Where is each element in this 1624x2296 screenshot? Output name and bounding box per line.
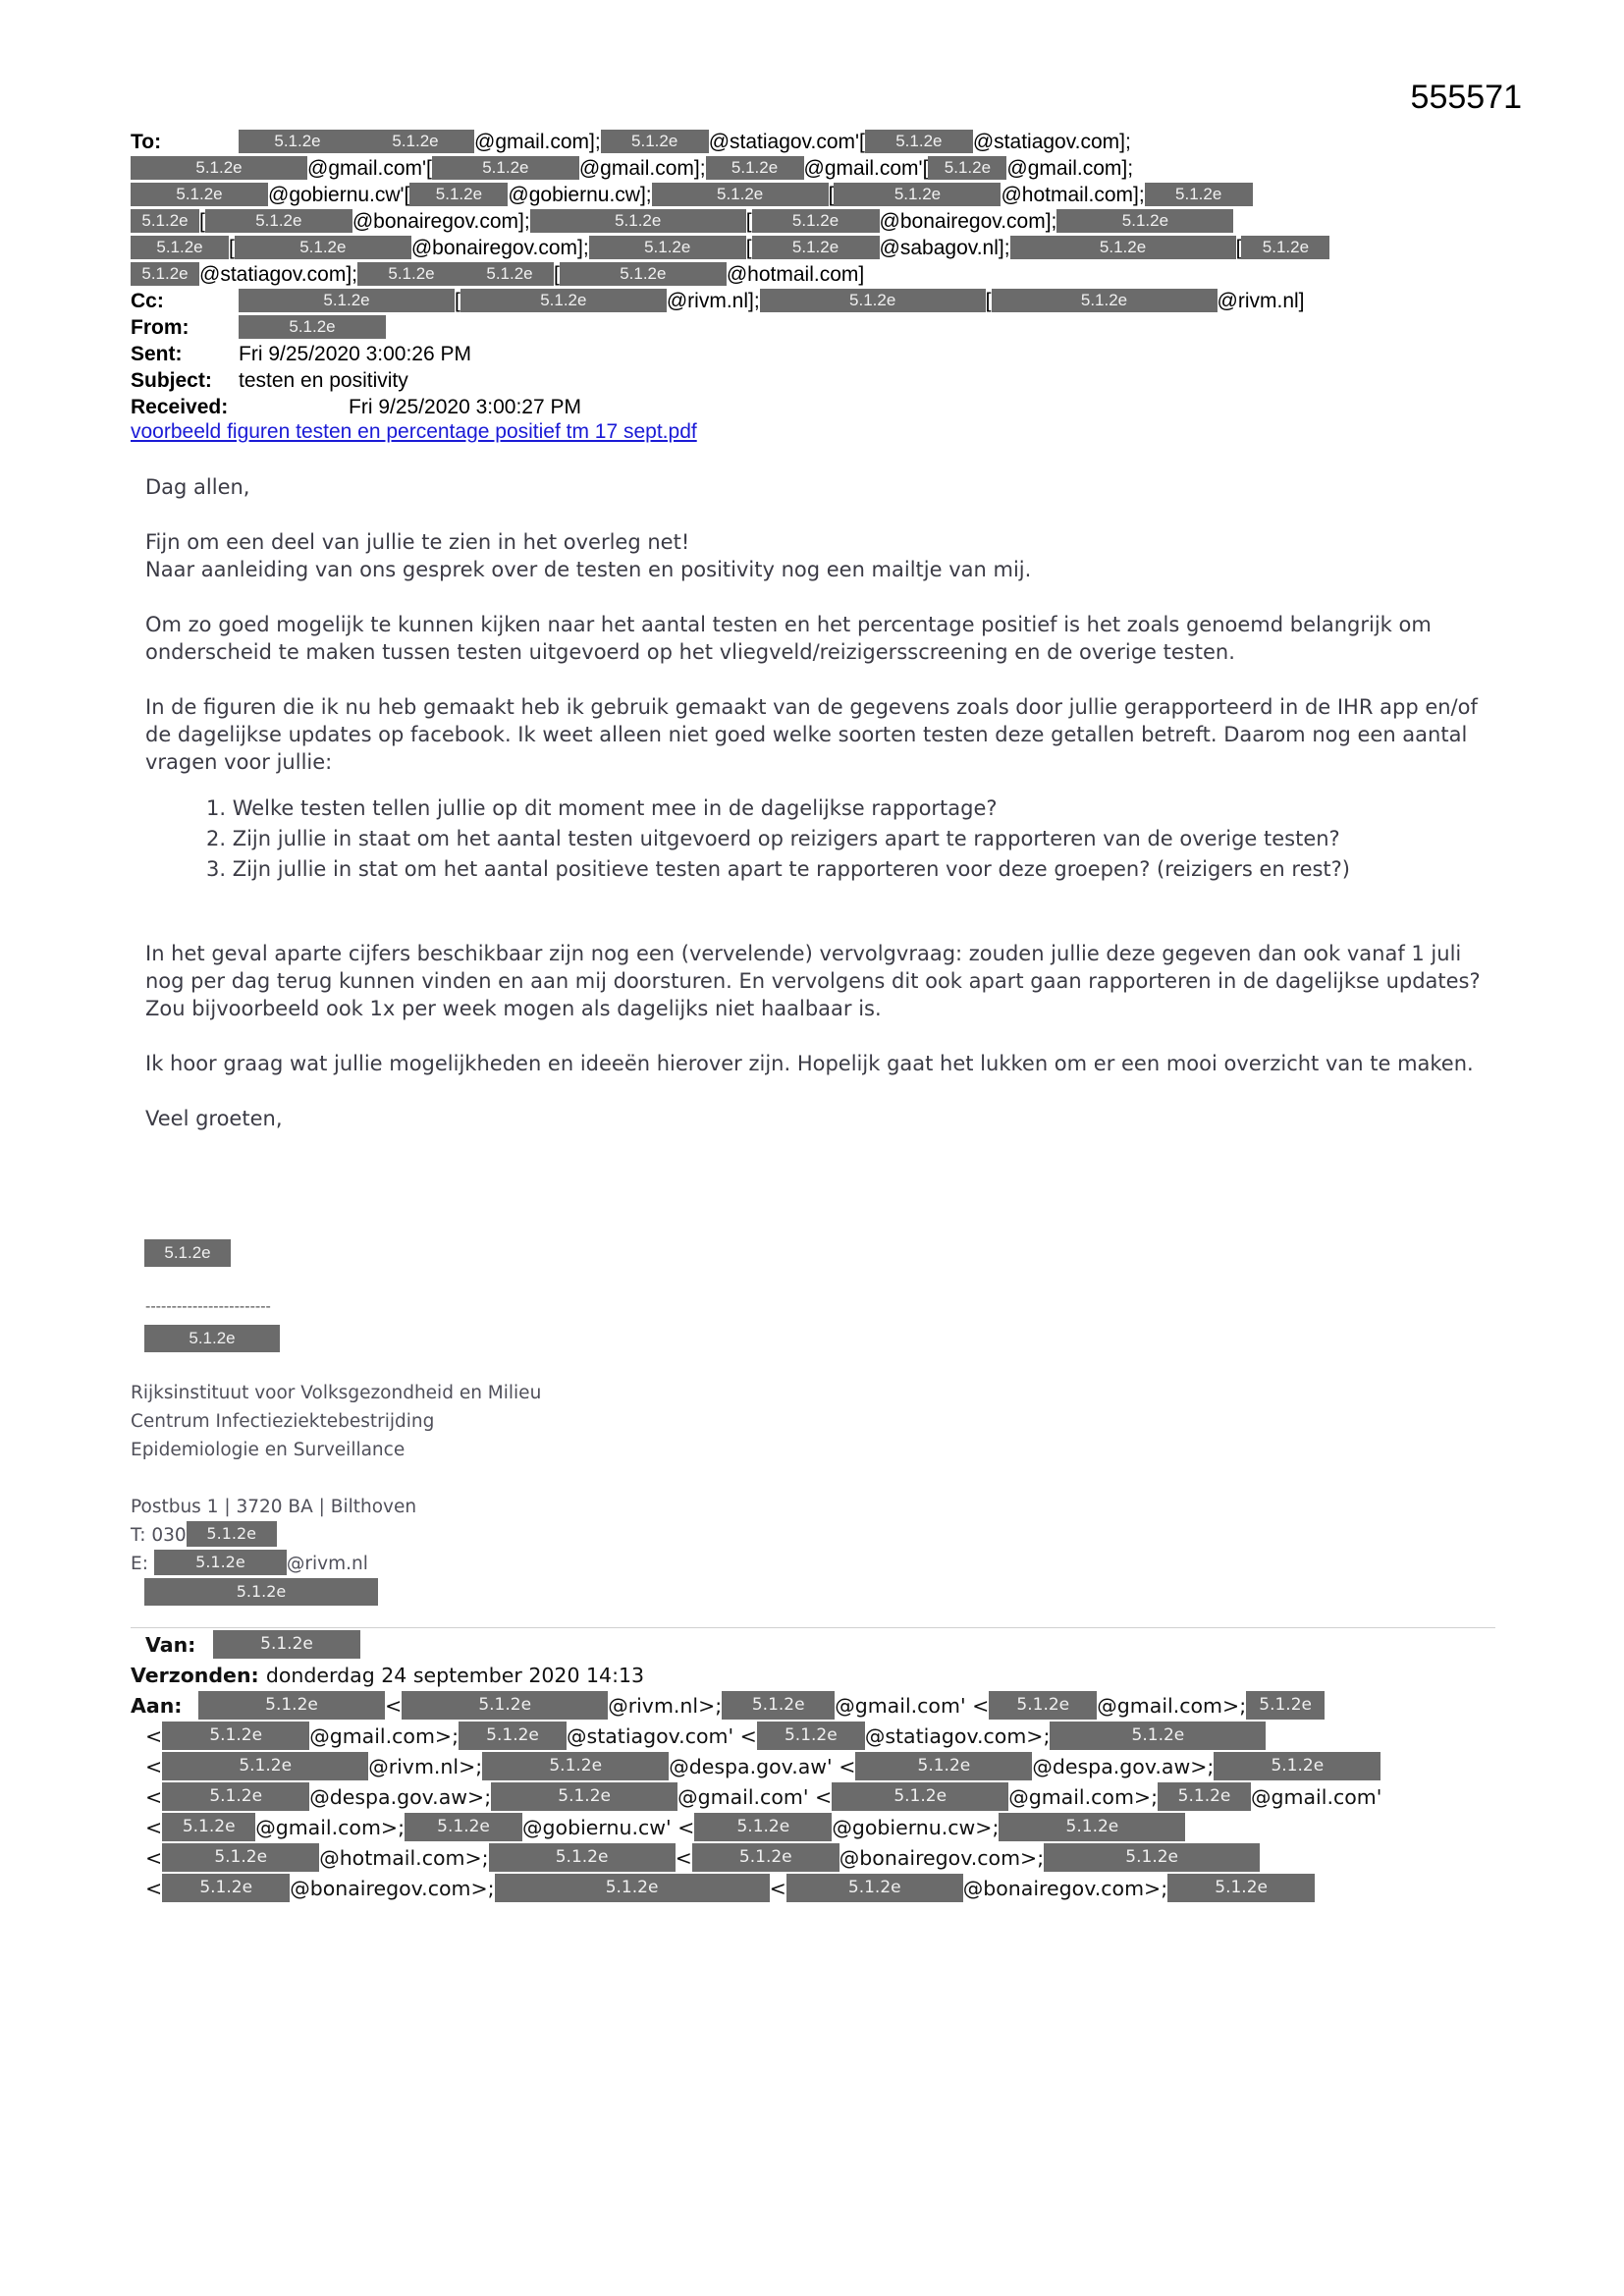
- para4: In het geval aparte cijfers beschikbaar zijn nog een (vervelende) vervolgvraag: zouden jullie deze gegeven dan ook vanaf 1 juli nog per dag terug kunnen vinden en aan mij doorsturen. En vervolgens dit ook apart gaan rapporteren in de dagelijkse updates? Zou bijvoorbeeld ook 1x per week mogen als dagelijks niet haalbaar is.: [145, 942, 1481, 1020]
- redaction-block: 5.1.2e: [162, 1813, 255, 1841]
- redaction-block: 5.1.2e: [205, 209, 352, 233]
- redaction-block: 5.1.2e: [162, 1722, 309, 1750]
- redaction-block: 5.1.2e: [162, 1843, 319, 1872]
- address-fragment: @bonairegov.com>;: [962, 1877, 1168, 1900]
- address-fragment: @gmail.com': [1251, 1785, 1382, 1809]
- address-fragment: @gmail.com>;: [1008, 1785, 1159, 1809]
- van-label: Van:: [145, 1633, 196, 1657]
- address-fragment: @gmail.com];: [1006, 157, 1134, 180]
- forward-row: [131, 1722, 1381, 1752]
- redaction-block: 5.1.2e: [1214, 1752, 1380, 1780]
- redaction-block: 5.1.2e: [722, 1691, 835, 1720]
- address-fragment: @despa.gov.aw' <: [669, 1755, 856, 1778]
- address-fragment: @rivm.nl>;: [368, 1755, 483, 1778]
- redaction-block: 5.1.2e: [752, 236, 880, 259]
- address-fragment: @bonairegov.com>;: [839, 1846, 1045, 1870]
- cc-label: Cc:: [131, 290, 164, 312]
- address-fragment: @statiagov.com>;: [864, 1724, 1051, 1748]
- address-fragment: @bonairegov.com];: [879, 210, 1057, 233]
- document-id: 555571: [1410, 79, 1522, 116]
- redaction-block: 5.1.2e: [239, 315, 386, 339]
- address-fragment: [: [745, 210, 752, 233]
- redaction-block: 5.1.2e: [235, 236, 411, 259]
- received-value: Fri 9/25/2020 3:00:27 PM: [349, 396, 581, 418]
- header-row: [131, 262, 1329, 289]
- address-fragment: @rivm.nl];: [666, 290, 760, 312]
- list-item: 1. Welke testen tellen jullie op dit moment mee in de dagelijkse rapportage?: [206, 796, 998, 820]
- redaction-block: 5.1.2e: [482, 1752, 669, 1780]
- address-fragment: <: [145, 1816, 163, 1839]
- redaction-block: 5.1.2e: [560, 262, 727, 286]
- redaction-block: 5.1.2e: [131, 156, 307, 180]
- header-row: [131, 368, 1329, 395]
- redaction-block: 5.1.2e: [706, 156, 804, 180]
- address-fragment: <: [145, 1846, 163, 1870]
- redaction-block: 5.1.2e: [601, 130, 709, 153]
- forward-row: [131, 1691, 1381, 1722]
- address-fragment: <: [145, 1755, 163, 1778]
- forward-row: [131, 1630, 1381, 1661]
- header-row: [131, 342, 1329, 368]
- address-fragment: @gobiernu.cw' <: [522, 1816, 695, 1839]
- aan-label: Aan:: [131, 1694, 183, 1718]
- address-fragment: @rivm.nl]: [1217, 290, 1305, 312]
- address-fragment: <: [145, 1785, 163, 1809]
- signature-extra-redaction: 5.1.2e: [144, 1578, 541, 1607]
- redaction-block: 5.1.2e: [834, 183, 1001, 206]
- forward-row: [131, 1752, 1381, 1782]
- para1-line1: Fijn om een deel van jullie te zien in het overleg net!: [145, 530, 690, 554]
- redaction-block: 5.1.2e: [1241, 236, 1329, 259]
- subject-label: Subject:: [131, 369, 212, 392]
- signature-phone: T: 030 5.1.2e: [131, 1521, 541, 1550]
- forward-row: [131, 1874, 1381, 1904]
- address-fragment: @gmail.com' <: [835, 1694, 990, 1718]
- redaction-block: 5.1.2e: [1010, 236, 1236, 259]
- signature-address: Postbus 1 | 3720 BA | Bilthoven: [131, 1497, 417, 1517]
- header-row: [131, 395, 1329, 421]
- address-fragment: @gmail.com' <: [677, 1785, 833, 1809]
- address-fragment: @sabagov.nl];: [879, 237, 1010, 259]
- address-fragment: [: [199, 210, 205, 233]
- redaction-block: 5.1.2e: [928, 156, 1006, 180]
- sender-name-redaction: 5.1.2e: [144, 1239, 231, 1267]
- redaction-block: 5.1.2e: [694, 1813, 832, 1841]
- address-fragment: [: [1235, 237, 1242, 259]
- redaction-block: 5.1.2e: [865, 130, 973, 153]
- para2: Om zo goed mogelijk te kunnen kijken naar het aantal testen en het percentage positief is het zoals genoemd belangrijk om onderscheid te maken tussen testen uitgevoerd op het vliegveld/reizigersscreening en de overige testen.: [145, 613, 1432, 664]
- address-fragment: <: [769, 1877, 786, 1900]
- address-fragment: @gmail.com];: [474, 131, 601, 153]
- redaction-block: 5.1.2e: [131, 209, 199, 233]
- para1-line2: Naar aanleiding van ons gesprek over de testen en positivity nog een mailtje van mij.: [145, 558, 1032, 581]
- address-fragment: <: [145, 1877, 163, 1900]
- redaction-block: 5.1.2e: [465, 262, 554, 286]
- closing: Veel groeten,: [145, 1107, 283, 1130]
- address-fragment: @statiagov.com' <: [567, 1724, 757, 1748]
- redaction-block: 5.1.2e: [131, 183, 268, 206]
- sent-value: Fri 9/25/2020 3:00:26 PM: [239, 343, 471, 365]
- redaction-block: 5.1.2e: [495, 1874, 770, 1902]
- redaction-block: 5.1.2e: [162, 1782, 309, 1811]
- redaction-block: 5.1.2e: [162, 1752, 368, 1780]
- list-item: 2. Zijn jullie in staat om het aantal testen uitgevoerd op reizigers apart te rapporteren van de overige testen?: [206, 827, 1340, 850]
- header-row: [131, 209, 1329, 236]
- redaction-block: 5.1.2e: [198, 1691, 385, 1720]
- signature-separator: ------------------------: [145, 1298, 271, 1315]
- redaction-block: 5.1.2e: [162, 1874, 290, 1902]
- address-fragment: @statiagov.com'[: [708, 131, 865, 153]
- email-body: [145, 473, 1500, 1132]
- address-fragment: [: [455, 290, 460, 312]
- divider: [131, 1627, 1495, 1628]
- redaction-block: 5.1.2e: [989, 1691, 1097, 1720]
- redaction-block: 5.1.2e: [757, 1722, 865, 1750]
- forward-row: [131, 1813, 1381, 1843]
- redaction-block: 5.1.2e: [1145, 183, 1253, 206]
- redaction-block: 5.1.2e: [992, 289, 1218, 312]
- redaction-block: 5.1.2e: [1158, 1782, 1251, 1811]
- address-fragment: [: [554, 263, 560, 286]
- header-row: [131, 183, 1329, 209]
- address-fragment: @gmail.com'[: [307, 157, 432, 180]
- redaction-block: 5.1.2e: [459, 1722, 567, 1750]
- verzonden-label: Verzonden:: [131, 1664, 266, 1687]
- address-fragment: @gobiernu.cw'[: [268, 184, 410, 206]
- address-fragment: @bonairegov.com];: [410, 237, 589, 259]
- address-fragment: @statiagov.com];: [199, 263, 357, 286]
- redaction-block: 5.1.2e: [692, 1843, 839, 1872]
- forward-row: [131, 1843, 1381, 1874]
- address-fragment: [: [745, 237, 752, 259]
- signature-dept: Epidemiologie en Surveillance: [131, 1440, 406, 1460]
- redaction-block: 5.1.2e: [855, 1752, 1032, 1780]
- address-fragment: <: [385, 1694, 403, 1718]
- redaction-block: 5.1.2e: [999, 1813, 1185, 1841]
- redaction-block: 5.1.2e: [460, 289, 667, 312]
- address-fragment: @rivm.nl>;: [608, 1694, 723, 1718]
- address-fragment: @despa.gov.aw>;: [309, 1785, 492, 1809]
- header-row: [131, 289, 1329, 315]
- redaction-block: 5.1.2e: [760, 289, 986, 312]
- redaction-block: 5.1.2e: [530, 209, 746, 233]
- sent-label: Sent:: [131, 343, 183, 365]
- redaction-block: 5.1.2e: [589, 236, 746, 259]
- verzonden-value: donderdag 24 september 2020 14:13: [265, 1664, 645, 1687]
- to-label: To:: [131, 131, 162, 153]
- para5: Ik hoor graag wat jullie mogelijkheden en ideeën hierover zijn. Hopelijk gaat het lukken om er een mooi overzicht van te maken.: [145, 1052, 1474, 1075]
- address-fragment: @despa.gov.aw>;: [1032, 1755, 1215, 1778]
- received-label: Received:: [131, 396, 229, 418]
- greeting: Dag allen,: [145, 475, 250, 499]
- redaction-block: 5.1.2e: [786, 1874, 963, 1902]
- redaction-block: 5.1.2e: [402, 1691, 608, 1720]
- redaction-block: 5.1.2e: [652, 183, 829, 206]
- address-fragment: <: [145, 1724, 163, 1748]
- address-fragment: @bonairegov.com];: [352, 210, 530, 233]
- redaction-block: 5.1.2e: [131, 262, 199, 286]
- signature-centre: Centrum Infectieziektebestrijding: [131, 1411, 435, 1432]
- address-fragment: [: [985, 290, 992, 312]
- redaction-block: 5.1.2e: [239, 289, 455, 312]
- forwarded-header: [131, 1630, 1381, 1904]
- address-fragment: @gmail.com>;: [255, 1816, 406, 1839]
- redaction-block: 5.1.2e: [405, 1813, 522, 1841]
- redaction-block: 5.1.2e: [1044, 1843, 1260, 1872]
- forward-row: [131, 1782, 1381, 1813]
- address-fragment: @gobiernu.cw>;: [832, 1816, 1000, 1839]
- address-fragment: @statiagov.com];: [972, 131, 1131, 153]
- address-fragment: @bonairegov.com>;: [290, 1877, 495, 1900]
- redaction-block: 5.1.2e: [213, 1630, 360, 1659]
- header-row: [131, 156, 1329, 183]
- header-row: [131, 130, 1329, 156]
- redaction-block: 5.1.2e: [1167, 1874, 1315, 1902]
- address-fragment: @gmail.com>;: [1097, 1694, 1247, 1718]
- address-fragment: @gmail.com];: [578, 157, 706, 180]
- signature-block: [131, 1379, 541, 1607]
- sender-title-redaction: 5.1.2e: [144, 1325, 280, 1352]
- address-fragment: [: [828, 184, 835, 206]
- redaction-block: 5.1.2e: [409, 183, 508, 206]
- redaction-block: 5.1.2e: [1246, 1691, 1325, 1720]
- question-list: [206, 793, 1500, 885]
- redaction-block: 5.1.2e: [832, 1782, 1008, 1811]
- redaction-block: 5.1.2e: [131, 236, 229, 259]
- address-fragment: @hotmail.com>;: [319, 1846, 489, 1870]
- address-fragment: [: [229, 237, 235, 259]
- address-fragment: @hotmail.com]: [726, 263, 865, 286]
- email-header: [131, 130, 1329, 421]
- attachment-link[interactable]: voorbeeld figuren testen en percentage positief tm 17 sept.pdf: [131, 420, 697, 443]
- forward-row: [131, 1661, 1381, 1691]
- signature-email: E: 5.1.2e @rivm.nl: [131, 1550, 541, 1578]
- header-row: [131, 315, 1329, 342]
- address-fragment: @hotmail.com];: [1001, 184, 1145, 206]
- from-label: From:: [131, 316, 189, 339]
- redaction-block: 5.1.2e: [491, 1782, 677, 1811]
- address-fragment: @gmail.com'[: [803, 157, 929, 180]
- signature-org: Rijksinstituut voor Volksgezondheid en Milieu: [131, 1383, 542, 1403]
- redaction-block: 5.1.2e: [1056, 209, 1233, 233]
- redaction-block: 5.1.2e: [752, 209, 880, 233]
- list-item: 3. Zijn jullie in stat om het aantal positieve testen apart te rapporteren voor deze groepen? (reizigers en rest?): [206, 857, 1350, 881]
- address-fragment: <: [675, 1846, 692, 1870]
- redaction-block: 5.1.2e: [239, 130, 356, 153]
- redaction-block: 5.1.2e: [356, 130, 474, 153]
- header-row: [131, 236, 1329, 262]
- redaction-block: 5.1.2e: [432, 156, 579, 180]
- redaction-block: 5.1.2e: [1050, 1722, 1266, 1750]
- address-fragment: @gmail.com>;: [309, 1724, 460, 1748]
- redaction-block: 5.1.2e: [357, 262, 465, 286]
- redaction-block: 5.1.2e: [489, 1843, 676, 1872]
- subject-value: testen en positivity: [239, 369, 408, 392]
- para3: In de figuren die ik nu heb gemaakt heb ik gebruik gemaakt van de gegevens zoals door jullie gerapporteerd in de IHR app en/of de dagelijkse updates op facebook. Ik weet alleen niet goed welke soorten testen deze getallen betreft. Daarom nog een aantal vragen voor jullie:: [145, 695, 1478, 774]
- address-fragment: @gobiernu.cw];: [508, 184, 652, 206]
